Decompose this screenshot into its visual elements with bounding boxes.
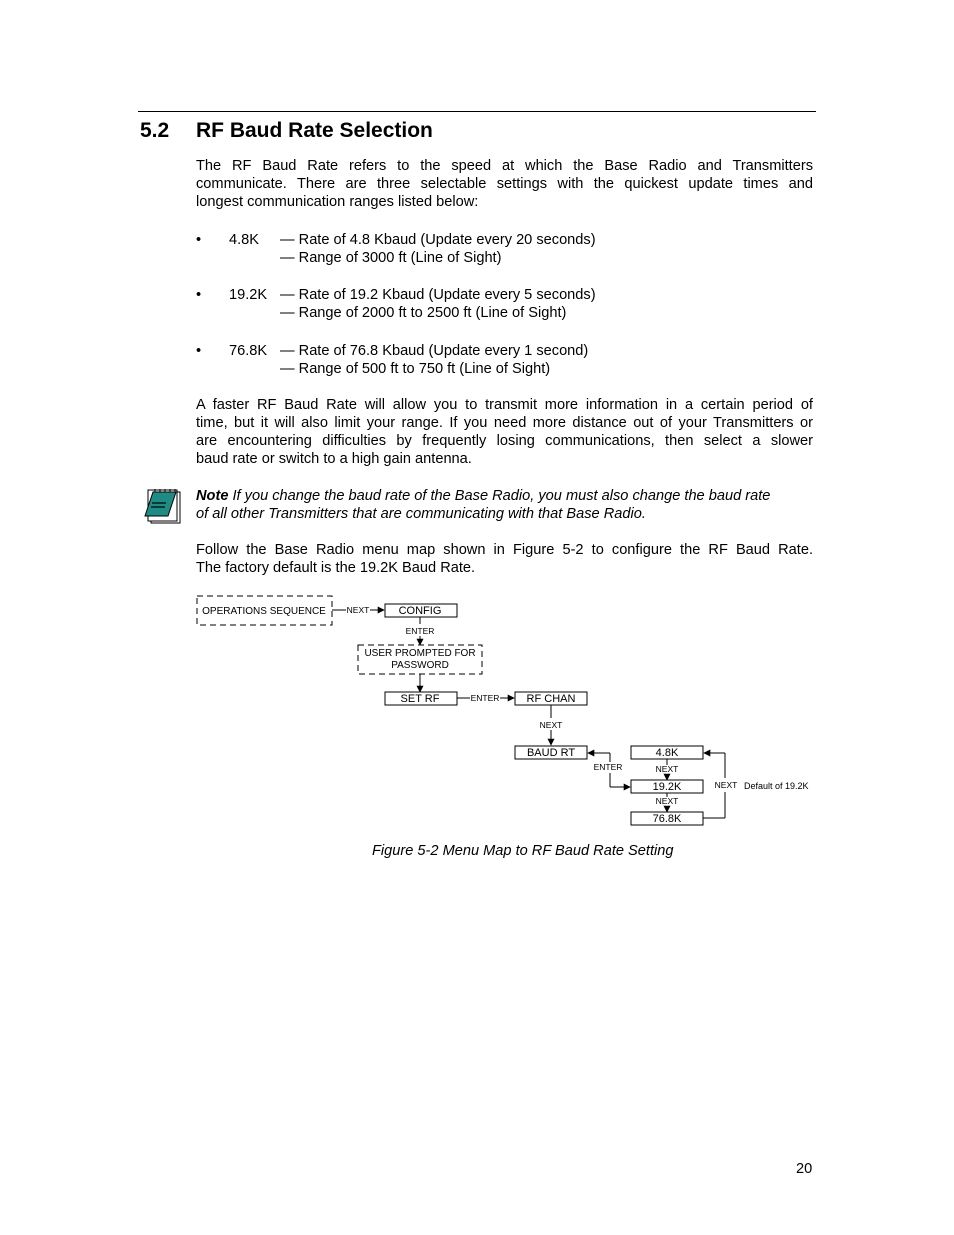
config-box: [385, 604, 457, 617]
section-title: RF Baud Rate Selection: [196, 119, 433, 142]
bullet-line: — Range of 500 ft to 750 ft (Line of Sight): [280, 361, 551, 377]
baud-rt-label: BAUD RT: [526, 747, 576, 759]
rf-chan-label: RF CHAN: [526, 693, 576, 705]
intro-line: The RF Baud Rate refers to the speed at which the Base Radio and Transmitters: [196, 158, 813, 174]
next-label: NEXT: [655, 764, 679, 774]
range-line: baud rate or switch to a high gain antenna.: [196, 451, 472, 467]
header-rule: [138, 111, 816, 112]
default-note-label: Default of 19.2K: [744, 781, 809, 791]
password-label: USER PROMPTED FOR: [364, 648, 476, 659]
intro-paragraph: [196, 157, 813, 211]
config-label: CONFIG: [398, 605, 442, 617]
password-label: PASSWORD: [391, 660, 449, 671]
option-48k-box: [631, 746, 703, 759]
follow-line: The factory default is the 19.2K Baud Rate.: [196, 560, 476, 576]
bullet-line: — Rate of 4.8 Kbaud (Update every 20 seconds): [280, 232, 596, 248]
intro-line: communicate. There are three selectable settings with the quickest update times and: [196, 176, 813, 192]
follow-line: Follow the Base Radio menu map shown in Figure 5-2 to configure the RF Baud Rate.: [196, 542, 813, 558]
baud-rt-box: [515, 746, 587, 759]
next-label: NEXT: [714, 780, 738, 790]
password-box: [358, 645, 482, 674]
option-48k-label: 4.8K: [655, 747, 679, 759]
range-line: are encountering difficulties by frequently losing communications, then select a slower: [196, 433, 813, 449]
figure-caption: Figure 5-2 Menu Map to RF Baud Rate Setting: [372, 843, 674, 859]
enter-label: ENTER: [405, 626, 435, 636]
section-number: 5.2: [140, 119, 170, 142]
note-text: of all other Transmitters that are communicating with that Base Radio.: [196, 506, 646, 522]
set-rf-box: [385, 692, 457, 705]
bullet-line: — Range of 2000 ft to 2500 ft (Line of Sight): [280, 305, 567, 321]
next-label: NEXT: [539, 720, 563, 730]
bullet-dot: •: [196, 343, 202, 359]
section-heading: [140, 119, 433, 143]
option-768k-box: [631, 812, 703, 825]
bullet-line: — Rate of 76.8 Kbaud (Update every 1 second): [280, 343, 589, 359]
ops-sequence-box: [197, 596, 332, 625]
bullet-dot: •: [196, 287, 202, 303]
enter-label: ENTER: [470, 693, 500, 703]
bullet-rate: 4.8K: [229, 232, 260, 248]
set-rf-label: SET RF: [400, 693, 440, 705]
bullet-line: — Range of 3000 ft (Line of Sight): [280, 250, 502, 266]
intro-line: longest communication ranges listed below:: [196, 194, 479, 210]
bullet-rate: 76.8K: [229, 343, 268, 359]
notepad-icon: [140, 486, 182, 526]
bullet-line: — Rate of 19.2 Kbaud (Update every 5 seconds): [280, 287, 596, 303]
enter-label: ENTER: [593, 762, 623, 772]
note-label: Note: [196, 488, 229, 504]
range-paragraph: [196, 396, 813, 468]
ops-sequence-label: OPERATIONS SEQUENCE: [202, 606, 326, 617]
bullet-dot: •: [196, 232, 202, 248]
range-line: A faster RF Baud Rate will allow you to transmit more information in a certain period of: [196, 397, 813, 413]
option-192k-box: [631, 780, 703, 793]
next-label: NEXT: [655, 796, 679, 806]
bullet-rate: 19.2K: [229, 287, 268, 303]
option-192k-label: 19.2K: [652, 781, 682, 793]
note-block: [196, 487, 813, 523]
option-768k-label: 76.8K: [652, 813, 682, 825]
range-line: time, but it will also limit your range. If you need more distance out of your Transmitters or: [196, 415, 813, 431]
page-number: 20: [796, 1161, 813, 1177]
rf-chan-box: [515, 692, 587, 705]
note-text: If you change the baud rate of the Base Radio, you must also change the baud rate: [228, 488, 771, 504]
follow-paragraph: [196, 541, 813, 577]
next-label: NEXT: [346, 605, 370, 615]
